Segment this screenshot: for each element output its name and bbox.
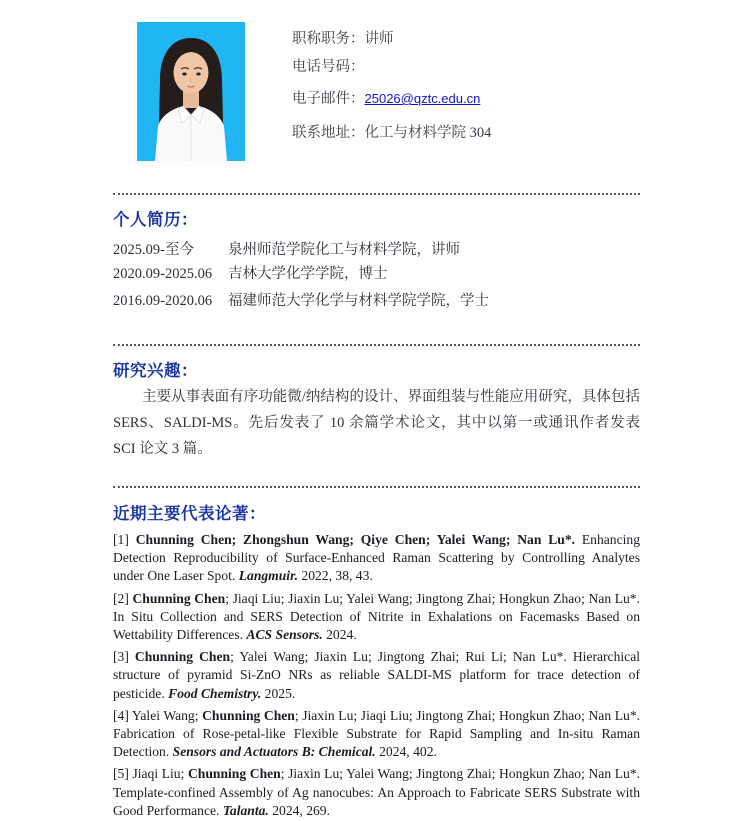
contact-row-title [292,27,394,48]
contact-row-address [292,121,491,142]
title-label: 职称职务： [292,31,365,47]
publication-text-segment: 2024. [322,627,357,643]
publication-text-segment: 2024, 269. [268,802,330,818]
publication-text-segment: ACS Sensors. [246,627,323,643]
address-label: 联系地址： [292,125,365,141]
publication-text-segment: ; Yalei Wang; Jiaxin Lu; Jingtong Zhai; Rui Li; Nan Lu*. Hierarchical structure of pyramid Si-ZnO NRs as reliable SALDI-MS platform for trace detection of pesticide. [113,649,640,701]
email-label: 电子邮件： [292,91,365,107]
publication-item [113,648,640,703]
publication-text-segment: Chunning Chen; Zhongshun Wang; Qiye Chen; Yalei Wang; Nan Lu*. [135,532,576,547]
publication-item [113,590,640,645]
address-value: 化工与材料学院 304 [364,125,492,141]
publication-text-segment: 2022, 38, 43. [298,568,373,584]
publication-text-segment: Food Chemistry. [168,685,262,701]
publication-text-segment: Sensors and Actuators B: Chemical. [172,744,376,760]
contact-row-email [292,87,480,108]
publication-text-segment: Talanta. [222,802,269,818]
publication-text-segment: ; Jiaxin Lu; Yalei Wang; Jingtong Zhai; Hongkun Zhao; Nan Lu*. Template-confined Assembly of Ag nanocubes: An Approach to Fabricate SERS Substrate with Good Performance. [113,766,641,818]
publication-text-segment: [4] Yalei Wang; [113,707,203,723]
resume-period: 2016.09-2020.06 [113,293,213,309]
publication-text-segment: [3] [113,649,135,665]
publication-text-segment: Chunning Chen [134,649,231,665]
email-link[interactable]: 25026@qztc.edu.cn [364,91,481,106]
resume-detail: 福建师范大学化学与材料学院学院，学士 [228,293,489,309]
publication-text-segment: [5] Jiaqi Liu; [113,766,188,782]
dotted-divider [113,344,640,346]
resume-heading: 个人简历： [113,211,198,229]
contact-row-phone [292,55,365,76]
publications-list [113,531,640,821]
resume-period: 2025.09-至今 [113,242,194,258]
resume-item [113,238,640,262]
publication-text-segment: Chunning Chen [187,766,281,782]
dotted-divider [113,486,640,488]
publication-text-segment: [1] [113,532,136,547]
publication-item [113,765,640,820]
publication-text-segment: ; Jiaxin Lu; Jiaqi Liu; Jingtong Zhai; Hongkun Zhao; Nan Lu*. Fabrication of Rose-petal-like Flexible Substrate for Rapid Sampling and In-situ Raman Detection. [113,707,641,760]
resume-period: 2020.09-2025.06 [113,266,213,282]
dotted-divider [113,193,640,195]
publication-text-segment: Langmuir. [238,568,299,584]
resume-item [113,262,640,286]
publication-text-segment: Enhancing Detection Reproducibility of Surface-Enhanced Raman Scattering by Controlling Analytes under One Laser Spot. [113,532,641,584]
resume-item [113,289,640,313]
publication-text-segment: 2025. [261,685,296,701]
phone-label: 电话号码： [292,59,365,75]
resume-detail: 泉州师范学院化工与材料学院，讲师 [228,242,460,258]
publication-item [113,707,640,762]
publication-text-segment: 2024, 402. [375,744,437,760]
interests-heading: 研究兴趣： [113,362,198,380]
portrait-photo [137,22,245,161]
publication-text-segment: Chunning Chen [202,707,295,723]
publications-heading: 近期主要代表论著： [113,505,266,523]
resume-detail: 吉林大学化学学院，博士 [228,266,388,282]
interests-paragraph: 主要从事表面有序功能微/纳结构的设计、界面组装与性能应用研究，具体包括 SERS、SALDI-MS。先后发表了 10 余篇学术论文，其中以第一或通讯作者发表 SCI 论文 3 篇。 [113,389,640,457]
publication-item [113,531,640,586]
publication-text-segment: [2] [113,590,133,606]
publication-text-segment: ; Jiaqi Liu; Jiaxin Lu; Yalei Wang; Jingtong Zhai; Hongkun Zhao; Nan Lu*. In Situ Collection and SERS Detection of Nitrite in Exhalations on Facemasks Based on Wettability Differences. [113,590,641,643]
title-value: 讲师 [364,31,394,47]
resume-list [113,238,640,313]
publication-text-segment: Chunning Chen [132,590,226,606]
